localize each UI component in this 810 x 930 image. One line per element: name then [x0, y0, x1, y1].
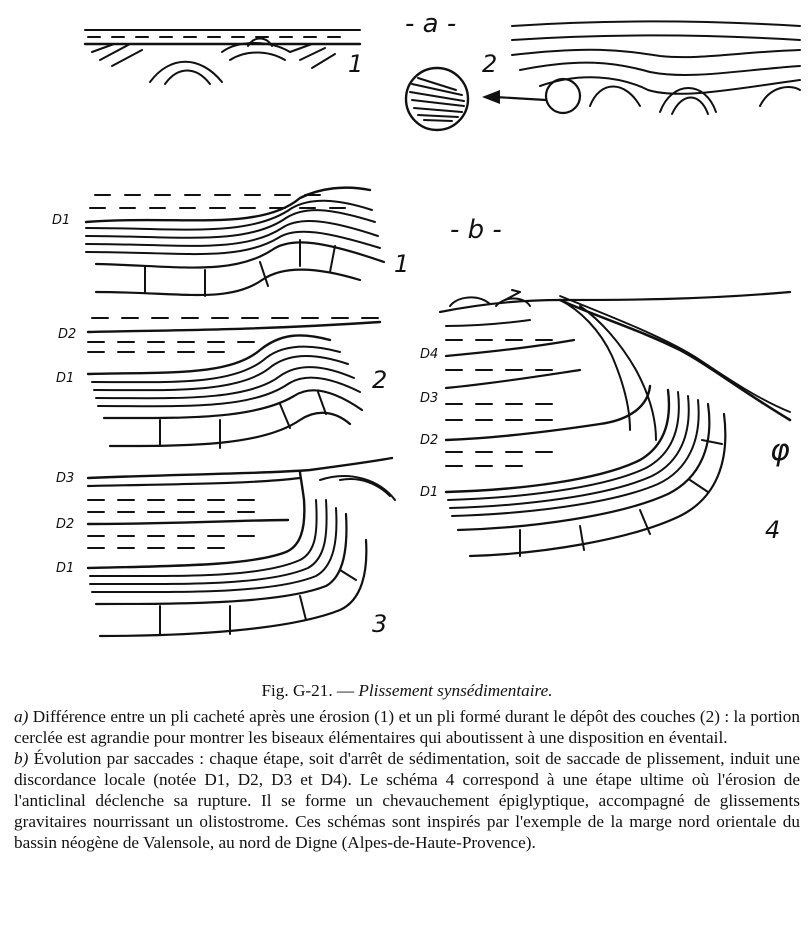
schema-b2-D2-label: D2	[58, 327, 77, 342]
schema-b4	[440, 290, 790, 556]
caption-a-marker: a)	[14, 707, 29, 726]
schema-b3-D1-label: D1	[56, 561, 75, 576]
caption-b-marker: b)	[14, 749, 29, 768]
figure-label: Fig. G-21. —	[261, 681, 355, 700]
caption-paragraph-b	[14, 748, 800, 853]
magnifier-arrow	[482, 90, 546, 104]
figure-caption	[14, 680, 800, 853]
schema-b2-number: 2	[372, 366, 388, 394]
figure-title-line	[14, 680, 800, 701]
schema-b4-D3-label: D3	[420, 391, 439, 406]
schema-b2-D1-label: D1	[56, 371, 75, 386]
part-a-label: - a -	[405, 9, 457, 39]
schema-b4-fault-symbol: φ	[770, 433, 790, 468]
schema-b4-number: 4	[765, 516, 781, 544]
schema-b2	[88, 318, 380, 448]
sketch-a2-number: 2	[482, 50, 498, 78]
schema-b1-number: 1	[394, 250, 410, 278]
magnified-inset-circle	[406, 68, 468, 130]
schema-b3-D3-label: D3	[56, 471, 75, 486]
sketch-a1-sealed-fold	[85, 30, 360, 84]
part-b-label: - b -	[450, 215, 502, 245]
sketch-a2-fan-fold	[512, 22, 800, 115]
caption-b-text: Évolution par saccades : chaque étape, soit d'arrêt de sédimentation, soit de saccade de plissement, induit une discordance locale (notée D1, D2, D3 et D4). Le schéma 4 correspond à une étape ultime où l'érosion de l'anticlinal déclenche sa rupture. Il se forme un chevauchement épiglyptique, accompagné de glissements gravitaires nourrissant un olistostrome. Ces schémas sont inspirés par l'exemple de la marge nord orientale du bassin néogène de Valensole, au nord de Digne (Alpes-de-Haute-Provence).	[14, 749, 800, 852]
caption-a-text: Différence entre un pli cacheté après une érosion (1) et un pli formé durant le dépôt des couches (2) : la portion cerclée est agrandie pour montrer les biseaux élémentaires qui aboutissent à une disposition en éventail.	[14, 707, 800, 747]
schema-b3-D2-label: D2	[56, 517, 75, 532]
caption-paragraph-a	[14, 706, 800, 748]
schema-b3	[88, 458, 395, 636]
figure-title: Plissement synsédimentaire.	[358, 681, 553, 700]
schema-b4-D1-label: D1	[420, 485, 439, 500]
schema-b4-D4-label: D4	[420, 347, 439, 362]
schema-b3-number: 3	[372, 610, 388, 638]
schema-b4-D2-label: D2	[420, 433, 439, 448]
schema-b1	[86, 188, 384, 296]
schema-b1-D1-label: D1	[52, 213, 71, 228]
sketch-a1-number: 1	[348, 50, 364, 78]
